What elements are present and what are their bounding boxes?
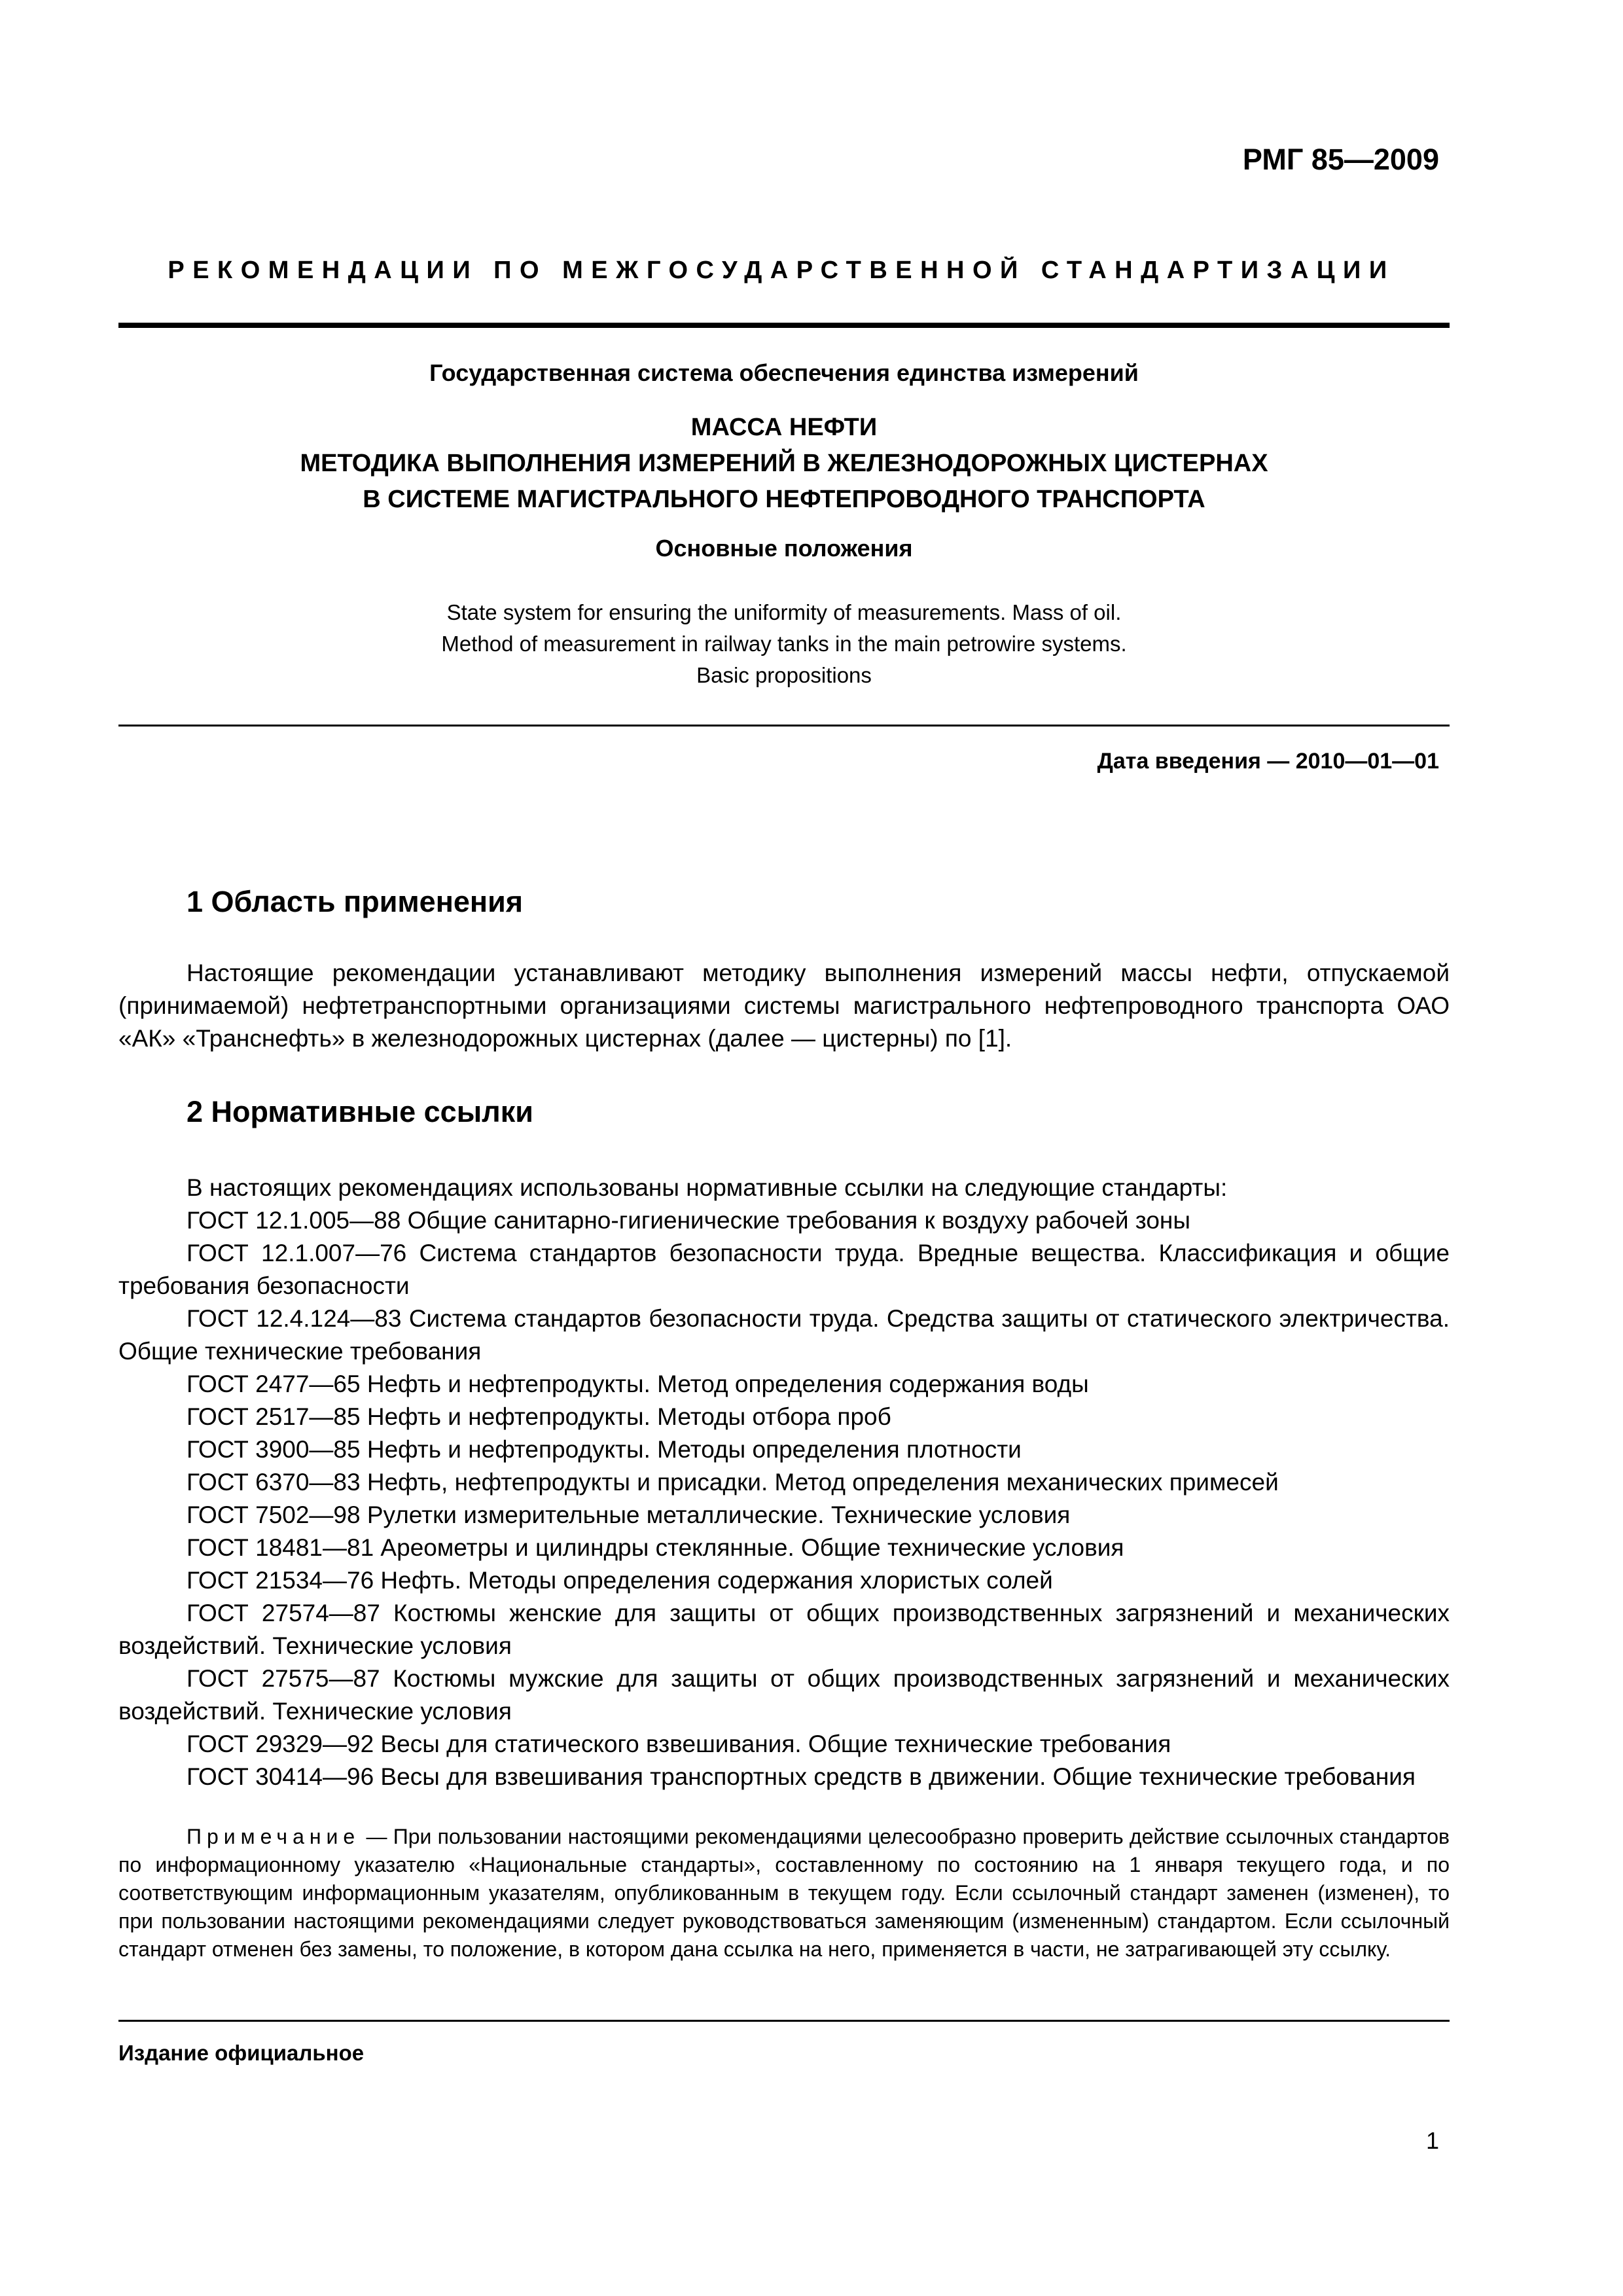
footer-divider	[118, 2020, 1450, 2022]
page-number: 1	[1425, 2127, 1439, 2154]
reference-item: ГОСТ 3900—85 Нефть и нефтепродукты. Методы определения плотности	[187, 1436, 1022, 1463]
reference-item: ГОСТ 2517—85 Нефть и нефтепродукты. Методы отбора проб	[187, 1403, 891, 1430]
english-title-line-3: Basic propositions	[696, 663, 872, 687]
reference-item: ГОСТ 6370—83 Нефть, нефтепродукты и присадки. Метод определения механических примесей	[187, 1469, 1279, 1496]
english-title-line-2: Method of measurement in railway tanks in the main petrowire systems.	[441, 632, 1127, 656]
reference-item: ГОСТ 12.1.007—76 Система стандартов безопасности труда. Вредные вещества. Классификация и общие требования безопасности	[118, 1240, 1450, 1299]
reference-item: ГОСТ 21534—76 Нефть. Методы определения содержания хлористых солей	[187, 1567, 1053, 1594]
reference-item: ГОСТ 2477—65 Нефть и нефтепродукты. Метод определения содержания воды	[187, 1371, 1089, 1397]
reference-item: ГОСТ 29329—92 Весы для статического взвешивания. Общие технические требования	[187, 1731, 1171, 1757]
title-line-3: В СИСТЕМЕ МАГИСТРАЛЬНОГО НЕФТЕПРОВОДНОГО ТРАНСПОРТА	[363, 486, 1205, 513]
reference-item: ГОСТ 27575—87 Костюмы мужские для защиты от общих производственных загрязнений и механических воздействий. Технические условия	[118, 1665, 1450, 1725]
scope-paragraph: Настоящие рекомендации устанавливают методику выполнения измерений массы нефти, отпускаемой (принимаемой) нефтетранспортными организациями системы магистрального нефтепроводного транспорта ОАО «АК» «Транснефть» в железнодорожных цистернах (далее — цистерны) по [1].	[118, 960, 1450, 1052]
title-line-1: МАССА НЕФТИ	[690, 414, 878, 441]
document-designation: РМГ 85—2009	[1242, 143, 1439, 176]
reference-item: ГОСТ 12.4.124—83 Система стандартов безопасности труда. Средства защиты от статического электричества. Общие технические требования	[118, 1305, 1450, 1365]
official-edition-label: Издание официальное	[118, 2041, 365, 2065]
document-subtitle: Основные положения	[655, 535, 913, 562]
reference-item: ГОСТ 12.1.005—88 Общие санитарно-гигиенические требования к воздуху рабочей зоны	[187, 1207, 1190, 1234]
references-note	[118, 1823, 1450, 1964]
reference-item: ГОСТ 30414—96 Весы для взвешивания транспортных средств в движении. Общие технические требования	[187, 1763, 1416, 1790]
document-series-heading: РЕКОМЕНДАЦИИ ПО МЕЖГОСУДАРСТВЕННОЙ СТАНДАРТИЗАЦИИ	[168, 257, 1395, 284]
references-intro: В настоящих рекомендациях использованы нормативные ссылки на следующие стандарты:	[187, 1174, 1228, 1201]
system-name: Государственная система обеспечения единства измерений	[429, 359, 1139, 386]
scope-section-body	[118, 957, 1450, 1055]
header-divider	[118, 323, 1450, 328]
reference-item: ГОСТ 27574—87 Костюмы женские для защиты от общих производственных загрязнений и механических воздействий. Технические условия	[118, 1600, 1450, 1659]
section-heading-scope: 1 Область применения	[187, 885, 524, 918]
document-title	[118, 410, 1450, 518]
reference-item: ГОСТ 18481—81 Ареометры и цилиндры стеклянные. Общие технические условия	[187, 1534, 1124, 1561]
title-line-2: МЕТОДИКА ВЫПОЛНЕНИЯ ИЗМЕРЕНИЙ В ЖЕЛЕЗНОДОРОЖНЫХ ЦИСТЕРНАХ	[300, 450, 1268, 477]
english-title-line-1: State system for ensuring the uniformity of measurements. Mass of oil.	[446, 600, 1122, 624]
section-heading-references: 2 Нормативные ссылки	[187, 1095, 533, 1128]
title-divider	[118, 725, 1450, 726]
references-section-body	[118, 1172, 1450, 1793]
note-text: — При пользовании настоящими рекомендациями целесообразно проверить действие ссылочных стандартов по информационному указателю «Национальные стандарты», составленному по состоянию на 1 января текущего года, и по соответствующим информационным указателям, опубликованным в текущем году. Если ссылочный стандарт заменен (изменен), то при пользовании настоящими рекомендациями следует руководствоваться заменяющим (измененным) стандартом. Если ссылочный стандарт отменен без замены, то положение, в котором дана ссылка на него, применяется в части, не затрагивающей эту ссылку.	[118, 1825, 1450, 1961]
note-label: Примечание	[187, 1825, 361, 1848]
introduction-date: Дата введения — 2010—01—01	[1097, 749, 1439, 774]
reference-item: ГОСТ 7502—98 Рулетки измерительные металлические. Технические условия	[187, 1501, 1071, 1528]
english-title	[118, 597, 1450, 691]
